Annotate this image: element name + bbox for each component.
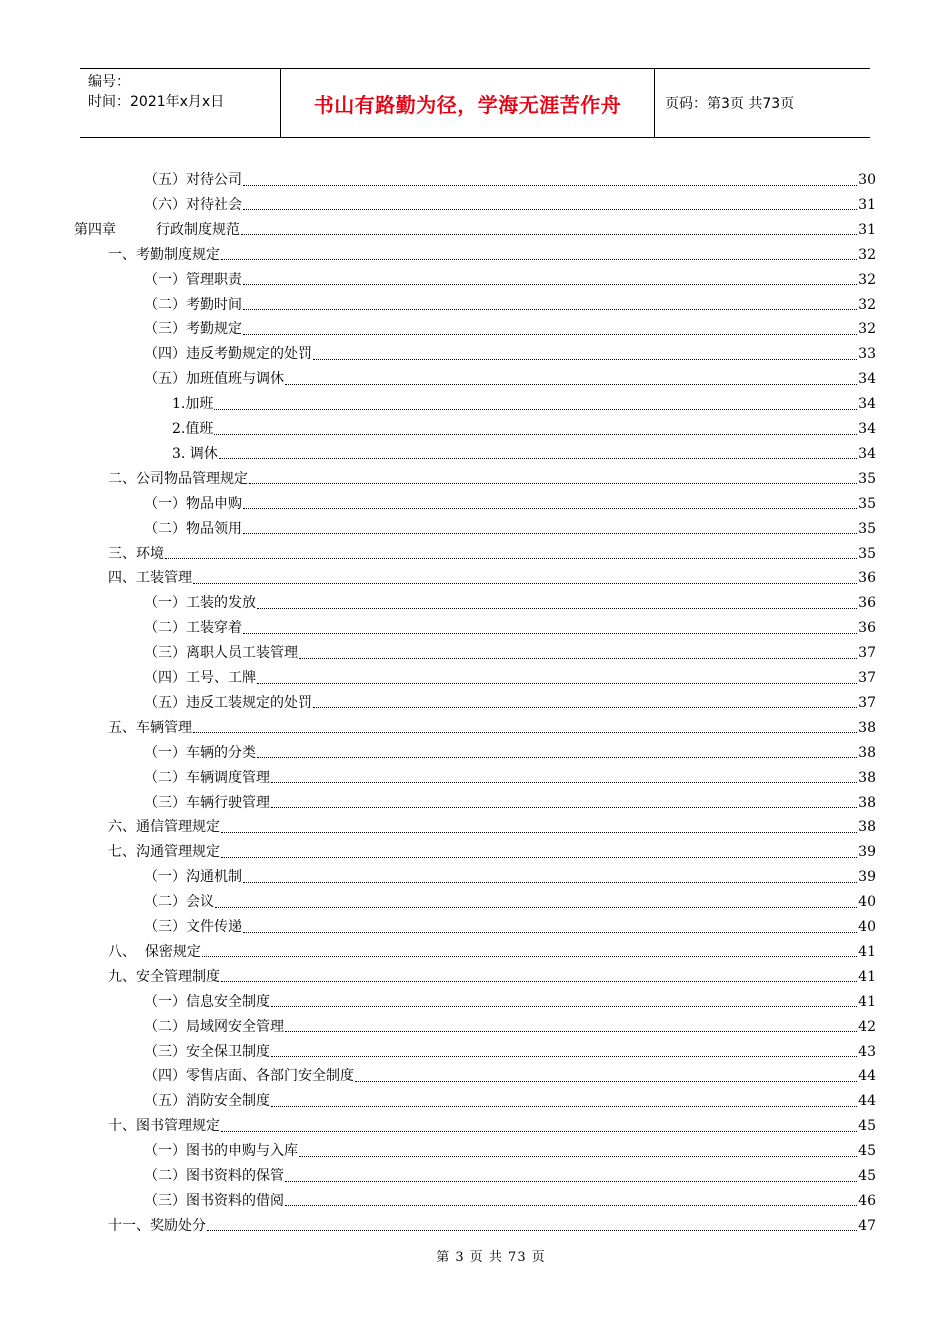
toc-entry-page: 31	[858, 221, 876, 238]
toc-entry-page: 45	[858, 1118, 876, 1135]
toc-leader-dots	[243, 209, 857, 210]
toc-entry[interactable]	[144, 1189, 876, 1213]
toc-entry-label: 十一、奖励处分	[108, 1217, 206, 1234]
toc-leader-dots	[313, 707, 857, 708]
header-motto: 书山有路勤为径，学海无涯苦作舟	[281, 69, 655, 137]
toc-entry[interactable]	[108, 940, 876, 964]
toc-entry-label: （五）违反工装规定的处罚	[144, 694, 312, 711]
toc-entry-label: 2.值班	[172, 421, 214, 437]
toc-entry-label: 1.加班	[172, 396, 214, 413]
toc-entry[interactable]	[74, 218, 876, 242]
toc-entry[interactable]	[108, 467, 876, 491]
toc-entry-page: 45	[858, 1143, 876, 1160]
toc-entry-page: 39	[858, 844, 876, 861]
toc-entry[interactable]	[144, 990, 876, 1014]
toc-entry[interactable]	[144, 293, 876, 317]
toc-entry[interactable]	[144, 1164, 876, 1188]
toc-entry[interactable]	[144, 865, 876, 889]
toc-leader-dots	[285, 1205, 857, 1206]
toc-leader-dots	[193, 732, 857, 733]
toc-entry-page: 32	[858, 271, 876, 288]
toc-entry[interactable]	[108, 965, 876, 989]
toc-entry-label: （二）图书资料的保管	[144, 1168, 284, 1184]
toc-leader-dots	[271, 1056, 857, 1057]
toc-entry[interactable]	[144, 342, 876, 366]
toc-entry-page: 34	[858, 445, 876, 462]
toc-entry-page: 32	[858, 296, 876, 313]
toc-entry-page: 36	[858, 620, 876, 637]
toc-leader-dots	[285, 1181, 857, 1182]
toc-leader-dots	[221, 1131, 857, 1132]
toc-leader-dots	[271, 1006, 857, 1007]
toc-entry[interactable]	[108, 716, 876, 740]
toc-entry-label: 四、工装管理	[108, 570, 192, 587]
toc-entry-label: （一）物品申购	[144, 495, 242, 512]
toc-leader-dots	[271, 1106, 857, 1107]
toc-entry-label: （四）工号、工牌	[144, 670, 256, 686]
toc-entry-label: 八、 保密规定	[108, 943, 201, 960]
toc-entry[interactable]	[144, 193, 876, 217]
toc-entry[interactable]	[108, 1214, 876, 1238]
toc-leader-dots	[241, 234, 857, 235]
toc-entry-page: 39	[858, 869, 876, 886]
toc-entry[interactable]	[108, 243, 876, 267]
toc-leader-dots	[243, 533, 857, 534]
toc-entry-page: 34	[858, 396, 876, 413]
toc-leader-dots	[249, 483, 857, 484]
toc-entry-label: （五）加班值班与调休	[144, 371, 284, 388]
toc-entry-page: 32	[858, 321, 876, 338]
toc-leader-dots	[285, 1031, 857, 1032]
toc-entry-label: （六）对待社会	[144, 196, 242, 213]
toc-entry-page: 33	[858, 346, 876, 363]
toc-entry-page: 36	[858, 570, 876, 587]
toc-leader-dots	[214, 434, 857, 435]
toc-leader-dots	[221, 857, 857, 858]
toc-entry-page: 32	[858, 246, 876, 263]
toc-leader-dots	[257, 683, 857, 684]
toc-entry-page: 46	[858, 1192, 876, 1209]
toc-entry-label: （二）局域网安全管理	[144, 1018, 284, 1035]
toc-leader-dots	[207, 1230, 857, 1231]
toc-entry[interactable]	[144, 691, 876, 715]
toc-entry-page: 41	[858, 943, 876, 960]
toc-entry[interactable]	[144, 168, 876, 192]
toc-entry-label: 十、图书管理规定	[108, 1118, 220, 1135]
toc-entry[interactable]	[108, 815, 876, 839]
toc-leader-dots	[313, 359, 857, 360]
toc-entry-label: （二）物品领用	[144, 520, 242, 537]
toc-entry[interactable]	[144, 1064, 876, 1088]
toc-entry[interactable]	[144, 317, 876, 341]
toc-entry-label: 九、安全管理制度	[108, 968, 220, 985]
toc-entry[interactable]	[108, 566, 876, 590]
toc-entry[interactable]	[144, 1089, 876, 1113]
toc-entry-label: 五、车辆管理	[108, 719, 192, 736]
toc-leader-dots	[243, 185, 857, 186]
page-footer	[0, 1246, 950, 1265]
toc-leader-dots	[221, 832, 857, 833]
toc-entry-label: 六、通信管理规定	[108, 819, 220, 836]
toc-leader-dots	[271, 807, 857, 808]
toc-leader-dots	[243, 334, 857, 335]
toc-entry[interactable]	[144, 915, 876, 939]
toc-entry-label: （一）车辆的分类	[144, 744, 256, 761]
toc-entry-page: 34	[858, 371, 876, 388]
toc-entry-page: 38	[858, 744, 876, 761]
toc-entry[interactable]	[144, 791, 876, 815]
toc-entry-label: （一）管理职责	[144, 271, 242, 288]
toc-entry[interactable]	[108, 840, 876, 864]
toc-entry-label: （五）对待公司	[144, 172, 242, 188]
toc-entry-label: （三）安全保卫制度	[144, 1043, 270, 1060]
toc-entry-label: （一）信息安全制度	[144, 993, 270, 1010]
toc-entry-page: 35	[858, 520, 876, 537]
toc-entry[interactable]	[144, 616, 876, 640]
toc-entry-label: （一）图书的申购与入库	[144, 1143, 298, 1160]
toc-entry[interactable]	[144, 268, 876, 292]
toc-entry-page: 37	[858, 694, 876, 711]
toc-leader-dots	[355, 1081, 857, 1082]
toc-entry[interactable]	[172, 442, 876, 466]
header-meta	[80, 69, 281, 137]
toc-leader-dots	[165, 558, 857, 559]
toc-entry-page: 47	[858, 1217, 876, 1234]
toc-entry-label: （五）消防安全制度	[144, 1093, 270, 1110]
toc-leader-dots	[193, 583, 857, 584]
toc-entry-page: 44	[858, 1068, 876, 1085]
toc-entry-label: 三、环境	[108, 545, 164, 562]
toc-entry-page: 30	[858, 172, 876, 188]
toc-entry-label: （三）考勤规定	[144, 321, 242, 338]
toc-entry[interactable]	[144, 666, 876, 690]
toc-entry-label: 一、考勤制度规定	[108, 246, 220, 263]
toc-entry[interactable]	[108, 1114, 876, 1138]
toc-entry-page: 31	[858, 196, 876, 213]
toc-entry-label: （四）零售店面、各部门安全制度	[144, 1068, 354, 1085]
document-time-label: 时间：2021年x月x日	[88, 94, 225, 110]
toc-entry-page: 42	[858, 1018, 876, 1035]
toc-entry-label: （三）离职人员工装管理	[144, 645, 298, 662]
toc-entry[interactable]	[144, 591, 876, 615]
toc-entry-page: 38	[858, 719, 876, 736]
toc-entry[interactable]	[144, 766, 876, 790]
toc-leader-dots	[243, 508, 857, 509]
toc-entry[interactable]	[144, 1015, 876, 1039]
toc-entry-label: （三）车辆行驶管理	[144, 794, 270, 811]
toc-leader-dots	[257, 757, 857, 758]
toc-entry-label: （二）工装穿着	[144, 620, 242, 637]
toc-entry-label: 3. 调休	[172, 445, 218, 462]
toc-leader-dots	[271, 782, 857, 783]
toc-entry-page: 43	[858, 1043, 876, 1060]
toc-entry-page: 40	[858, 919, 876, 935]
toc-entry[interactable]	[172, 392, 876, 416]
toc-leader-dots	[299, 658, 857, 659]
toc-entry-page: 37	[858, 645, 876, 662]
toc-leader-dots	[221, 981, 857, 982]
toc-entry[interactable]	[144, 1040, 876, 1064]
toc-entry-page: 41	[858, 968, 876, 985]
toc-entry-label: 七、沟通管理规定	[108, 844, 220, 861]
document-number-label: 编号：	[88, 74, 130, 90]
toc-leader-dots	[285, 384, 857, 385]
toc-entry-page: 44	[858, 1093, 876, 1110]
toc-entry-page: 35	[858, 495, 876, 512]
toc-entry-label: （三）图书资料的借阅	[144, 1192, 284, 1209]
toc-entry-page: 38	[858, 769, 876, 786]
toc-entry-page: 41	[858, 993, 876, 1010]
toc-entry[interactable]	[144, 492, 876, 516]
toc-entry-page: 37	[858, 670, 876, 686]
footer-page-number: 第 3 页 共 73 页	[436, 1250, 546, 1265]
toc-entry[interactable]	[144, 1139, 876, 1163]
toc-leader-dots	[299, 1156, 857, 1157]
toc-entry-label: （二）考勤时间	[144, 296, 242, 313]
toc-entry[interactable]	[144, 741, 876, 765]
toc-leader-dots	[243, 882, 857, 883]
toc-entry-page: 45	[858, 1168, 876, 1184]
document-header	[80, 68, 870, 138]
toc-entry-label: 二、公司物品管理规定	[108, 470, 248, 487]
header-page-info: 页码：第3页 共73页	[665, 96, 795, 112]
toc-leader-dots	[221, 259, 857, 260]
toc-entry-label: （一）沟通机制	[144, 869, 242, 886]
toc-leader-dots	[243, 284, 857, 285]
toc-leader-dots	[202, 956, 857, 957]
toc-entry-label: （四）违反考勤规定的处罚	[144, 346, 312, 363]
toc-entry-page: 36	[858, 595, 876, 612]
toc-entry-label: 第四章 行政制度规范	[74, 221, 241, 238]
toc-entry[interactable]	[144, 641, 876, 665]
toc-entry-page: 38	[858, 819, 876, 836]
toc-entry-page: 35	[858, 470, 876, 487]
toc-entry-page: 35	[858, 545, 876, 562]
toc-entry-label: （三）文件传递	[144, 919, 242, 935]
toc-entry[interactable]	[144, 367, 876, 391]
toc-entry-page: 40	[858, 894, 876, 911]
toc-entry[interactable]	[144, 517, 876, 541]
toc-entry-page: 34	[858, 421, 876, 437]
toc-leader-dots	[243, 932, 857, 933]
toc-entry-label: （二）车辆调度管理	[144, 769, 270, 786]
toc-entry-label: （一）工装的发放	[144, 595, 256, 612]
toc-entry-label: （二）会议	[144, 894, 214, 911]
toc-leader-dots	[243, 309, 857, 310]
toc-leader-dots	[219, 458, 857, 459]
toc-leader-dots	[214, 409, 857, 410]
toc-leader-dots	[257, 608, 857, 609]
toc-leader-dots	[243, 633, 857, 634]
toc-entry[interactable]	[144, 890, 876, 914]
toc-entry[interactable]	[108, 542, 876, 566]
toc-entry[interactable]	[172, 417, 876, 441]
toc-entry-page: 38	[858, 794, 876, 811]
toc-leader-dots	[215, 907, 857, 908]
